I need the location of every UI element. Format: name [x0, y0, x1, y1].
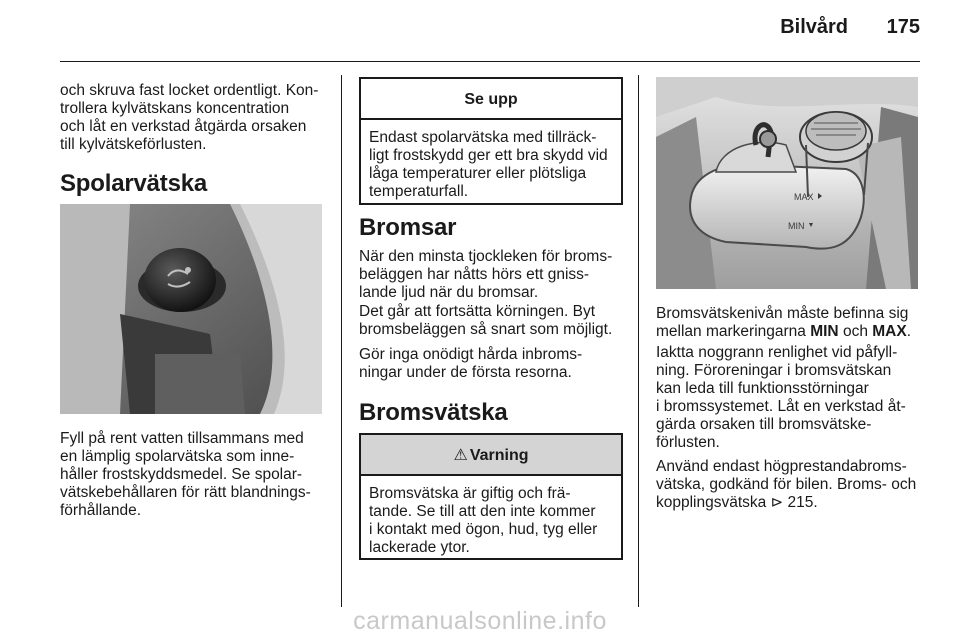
para2-line: kan leda till funktionsstörningar [656, 380, 869, 397]
warning-line: i kontakt med ögon, hud, tyg eller [369, 521, 598, 538]
body-line: håller frostskyddsmedel. Se spolar- [60, 466, 303, 483]
body-line: förhållande. [60, 502, 142, 519]
caution-body [361, 120, 621, 201]
brakes-line: lande ljud när du bromsar. [359, 284, 539, 301]
page-number: 175 [886, 16, 920, 38]
page-reference-icon: ⊳ [770, 494, 784, 511]
para1-and: och [838, 323, 873, 340]
watermark: carmanualsonline.info [353, 607, 607, 635]
warning-header [361, 435, 621, 476]
warning-line: lackerade ytor. [369, 539, 470, 556]
para2-line: Iaktta noggrann renlighet vid påfyll- [656, 344, 898, 361]
warning-box [359, 433, 623, 560]
brakes-line: När den minsta tjockleken för broms- [359, 248, 613, 265]
warning-line: tande. Se till att den inte kommer [369, 503, 596, 520]
intro-line: till kylvätskeförlusten. [60, 136, 207, 153]
column-divider-1 [341, 75, 342, 607]
caution-line: ligt frostskydd ger ett bra skydd vid [369, 147, 608, 164]
para2-line: i bromssystemet. Låt en verkstad åt- [656, 398, 906, 415]
column-divider-2 [638, 75, 639, 607]
column-1-intro [60, 82, 330, 154]
brakes-line: ningar under de första resorna. [359, 364, 572, 381]
body-line: en lämplig spolarvätska som inne- [60, 448, 295, 465]
warning-icon: ⚠ [453, 447, 468, 464]
para3-line3 [656, 494, 956, 512]
brake-fluid-para-1 [656, 305, 956, 341]
brake-fluid-reservoir-photo [656, 77, 918, 289]
max-term: MAX [872, 323, 907, 340]
para1-prefix: mellan markeringarna [656, 323, 811, 340]
washer-reservoir-photo [60, 204, 322, 414]
caution-line: temperaturfall. [369, 183, 469, 200]
brakes-line: beläggen har nåtts hörs ett gniss- [359, 266, 590, 283]
washer-reservoir-illustration [60, 204, 322, 414]
warning-body [361, 476, 621, 557]
body-line: Fyll på rent vatten tillsammans med [60, 430, 304, 447]
brakes-para-3 [359, 346, 634, 382]
washer-fluid-body [60, 430, 330, 520]
brakes-heading: Bromsar [359, 214, 457, 241]
brakes-para-2 [359, 303, 634, 339]
brake-fluid-heading: Bromsvätska [359, 399, 508, 426]
intro-line: och låt en verkstad åtgärda orsaken [60, 118, 307, 135]
body-line: vätskebehållaren för rätt blandnings- [60, 484, 311, 501]
para2-line: gärda orsaken till bromsvätske- [656, 416, 872, 433]
para3-line2: vätska, godkänd för bilen. Broms- och [656, 476, 917, 493]
caution-line: låga temperaturer eller plötsliga [369, 165, 587, 182]
warning-title: Varning [469, 447, 529, 464]
brakes-para-1 [359, 248, 634, 302]
section-title: Bilvård [780, 16, 848, 38]
intro-line: trollera kylvätskans koncentration [60, 100, 290, 117]
washer-fluid-heading: Spolarvätska [60, 170, 208, 197]
caution-line: Endast spolarvätska med tillräck- [369, 129, 597, 146]
para2-line: ning. Föroreningar i bromsvätskan [656, 362, 892, 379]
min-term: MIN [810, 323, 839, 340]
para3-prefix: kopplingsvätska [656, 494, 771, 511]
brake-reservoir-illustration [656, 77, 918, 289]
page-reference-link[interactable]: 215. [787, 494, 818, 511]
min-marking-label: MIN [788, 221, 805, 231]
brake-fluid-para-2 [656, 344, 956, 452]
max-marking-label: MAX [794, 192, 814, 202]
brakes-line: bromsbeläggen så snart som möjligt. [359, 321, 613, 338]
para1-line2 [656, 323, 956, 341]
para2-line: förlusten. [656, 434, 720, 451]
warning-line: Bromsvätska är giftig och frä- [369, 485, 571, 502]
brakes-line: Det går att fortsätta körningen. Byt [359, 303, 596, 320]
para3-line1: Använd endast högprestandabroms- [656, 458, 907, 475]
brake-fluid-para-3 [656, 458, 956, 512]
para1-end: . [906, 323, 912, 340]
caution-box [359, 77, 623, 205]
brakes-line: Gör inga onödigt hårda inbroms- [359, 346, 583, 363]
intro-line: och skruva fast locket ordentligt. Kon- [60, 82, 319, 99]
para1-line1: Bromsvätskenivån måste befinna sig [656, 305, 909, 322]
header-rule [60, 61, 920, 62]
caution-title: Se upp [361, 79, 621, 120]
